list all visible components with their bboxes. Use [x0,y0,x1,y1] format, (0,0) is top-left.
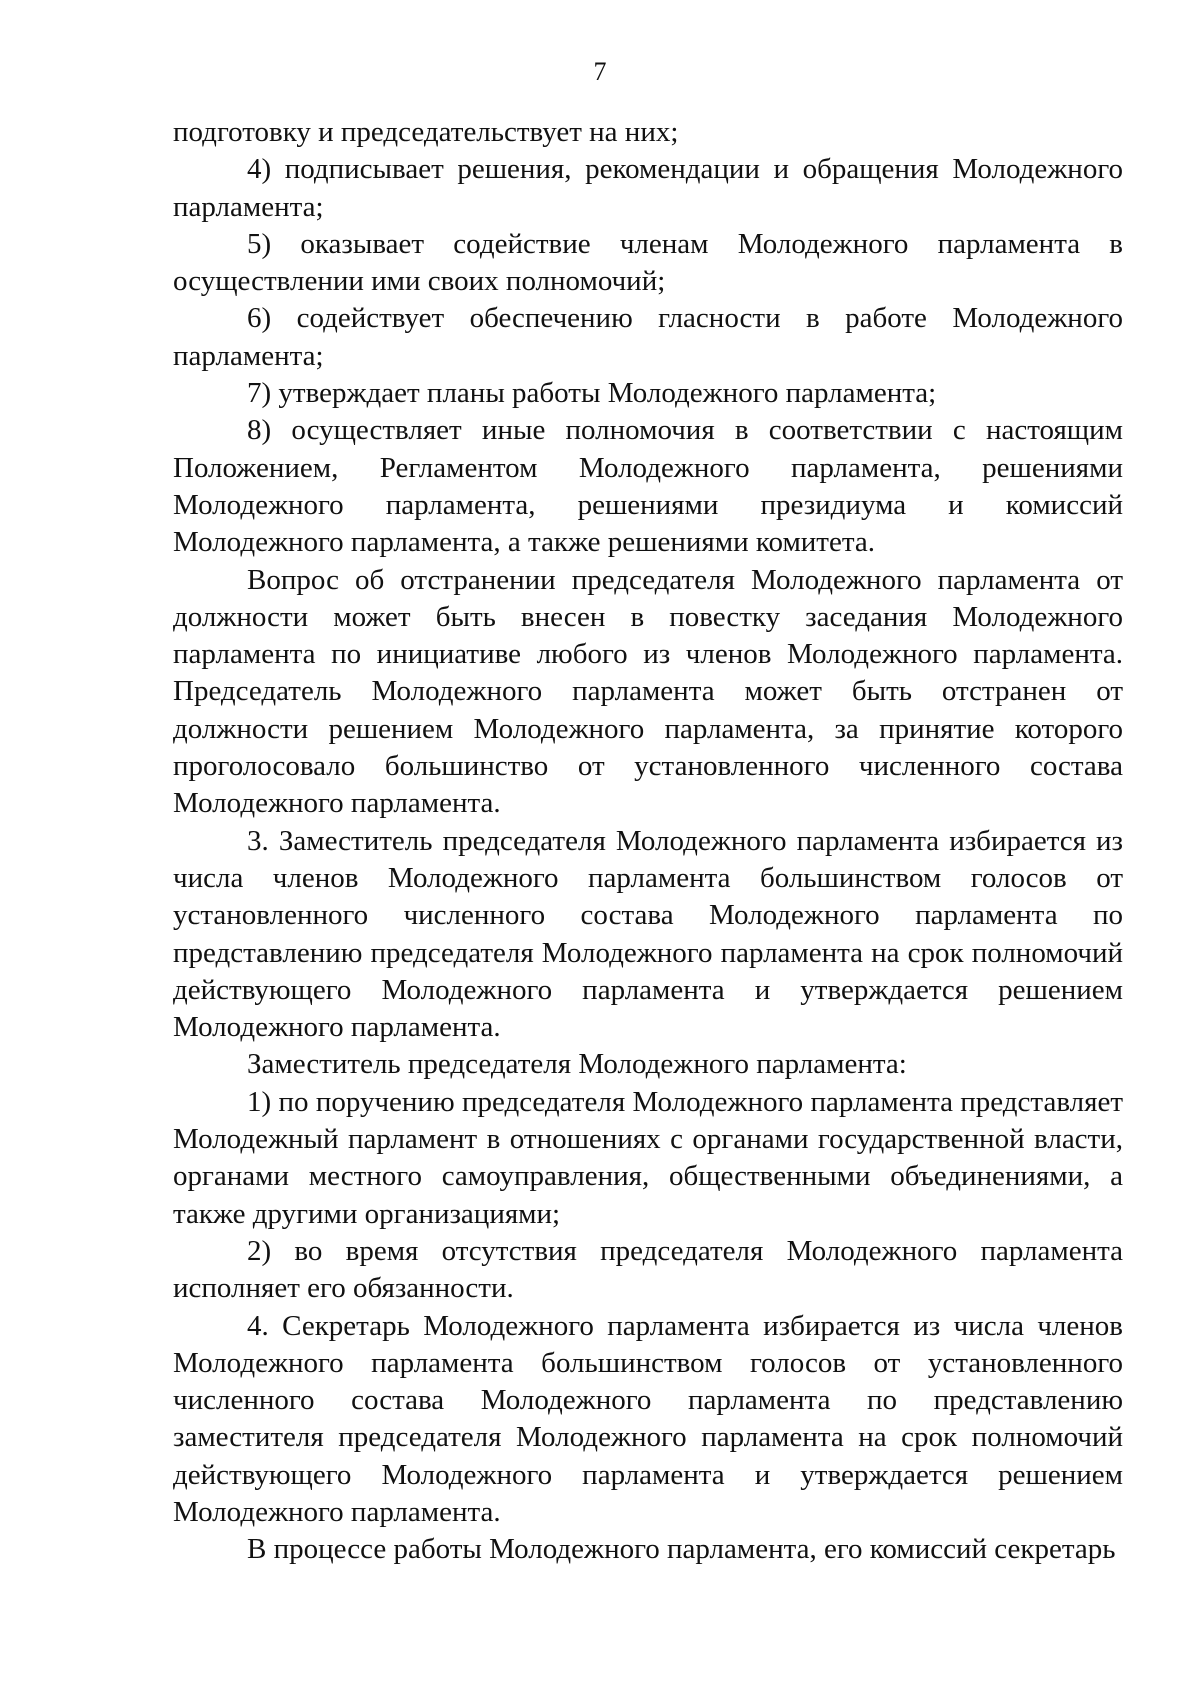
page-number: 7 [593,57,607,86]
paragraph: 1) по поручению председателя Молодежного парламента представляет Молодежный парламент в отношениях с органами государственной власти, органами местного самоуправления, общественными объединениями, а также другими организациями; [173,1085,1123,1230]
document-body [173,114,1123,1569]
paragraph: 8) осуществляет иные полномочия в соответствии с настоящим Положением, Регламентом Молодежного парламента, решениями Молодежного парламента, решениями президиума и комиссий Молодежного парламента, а также решениями комитета. [173,414,1123,559]
paragraph: 7) утверждает планы работы Молодежного парламента; [247,377,937,410]
paragraph: 6) содействует обеспечению гласности в работе Молодежного парламента; [173,302,1123,372]
paragraph: Заместитель председателя Молодежного парламента: [247,1048,907,1081]
paragraph: подготовку и председательствует на них; [173,116,679,148]
paragraph: Вопрос об отстранении председателя Молодежного парламента от должности может быть внесен в повестку заседания Молодежного парламента по инициативе любого из членов Молодежного парламента. Председатель Молодежного парламента может быть отстранен от должности решением Молодежного парламента, за принятие которого проголосовало большинство от установленного численного состава Молодежного парламента. [173,563,1123,820]
paragraph: 4) подписывает решения, рекомендации и обращения Молодежного парламента; [173,153,1123,223]
paragraph: 2) во время отсутствия председателя Молодежного парламента исполняет его обязанности. [173,1234,1123,1305]
paragraph: В процессе работы Молодежного парламента, его комиссий секретарь [247,1533,1116,1566]
paragraph: 4. Секретарь Молодежного парламента избирается из числа членов Молодежного парламента большинством голосов от установленного численного состава Молодежного парламента по представлению заместителя председателя Молодежного парламента на срок полномочий действующего Молодежного парламента и утверждается решением Молодежного парламента. [173,1309,1123,1528]
paragraph: 3. Заместитель председателя Молодежного парламента избирается из числа членов Молодежного парламента большинством голосов от установленного численного состава Молодежного парламента по представлению председателя Молодежного парламента на срок полномочий действующего Молодежного парламента и утверждается решением Молодежного парламента. [173,824,1123,1044]
paragraph: 5) оказывает содействие членам Молодежного парламента в осуществлении ими своих полномочий; [173,227,1123,298]
